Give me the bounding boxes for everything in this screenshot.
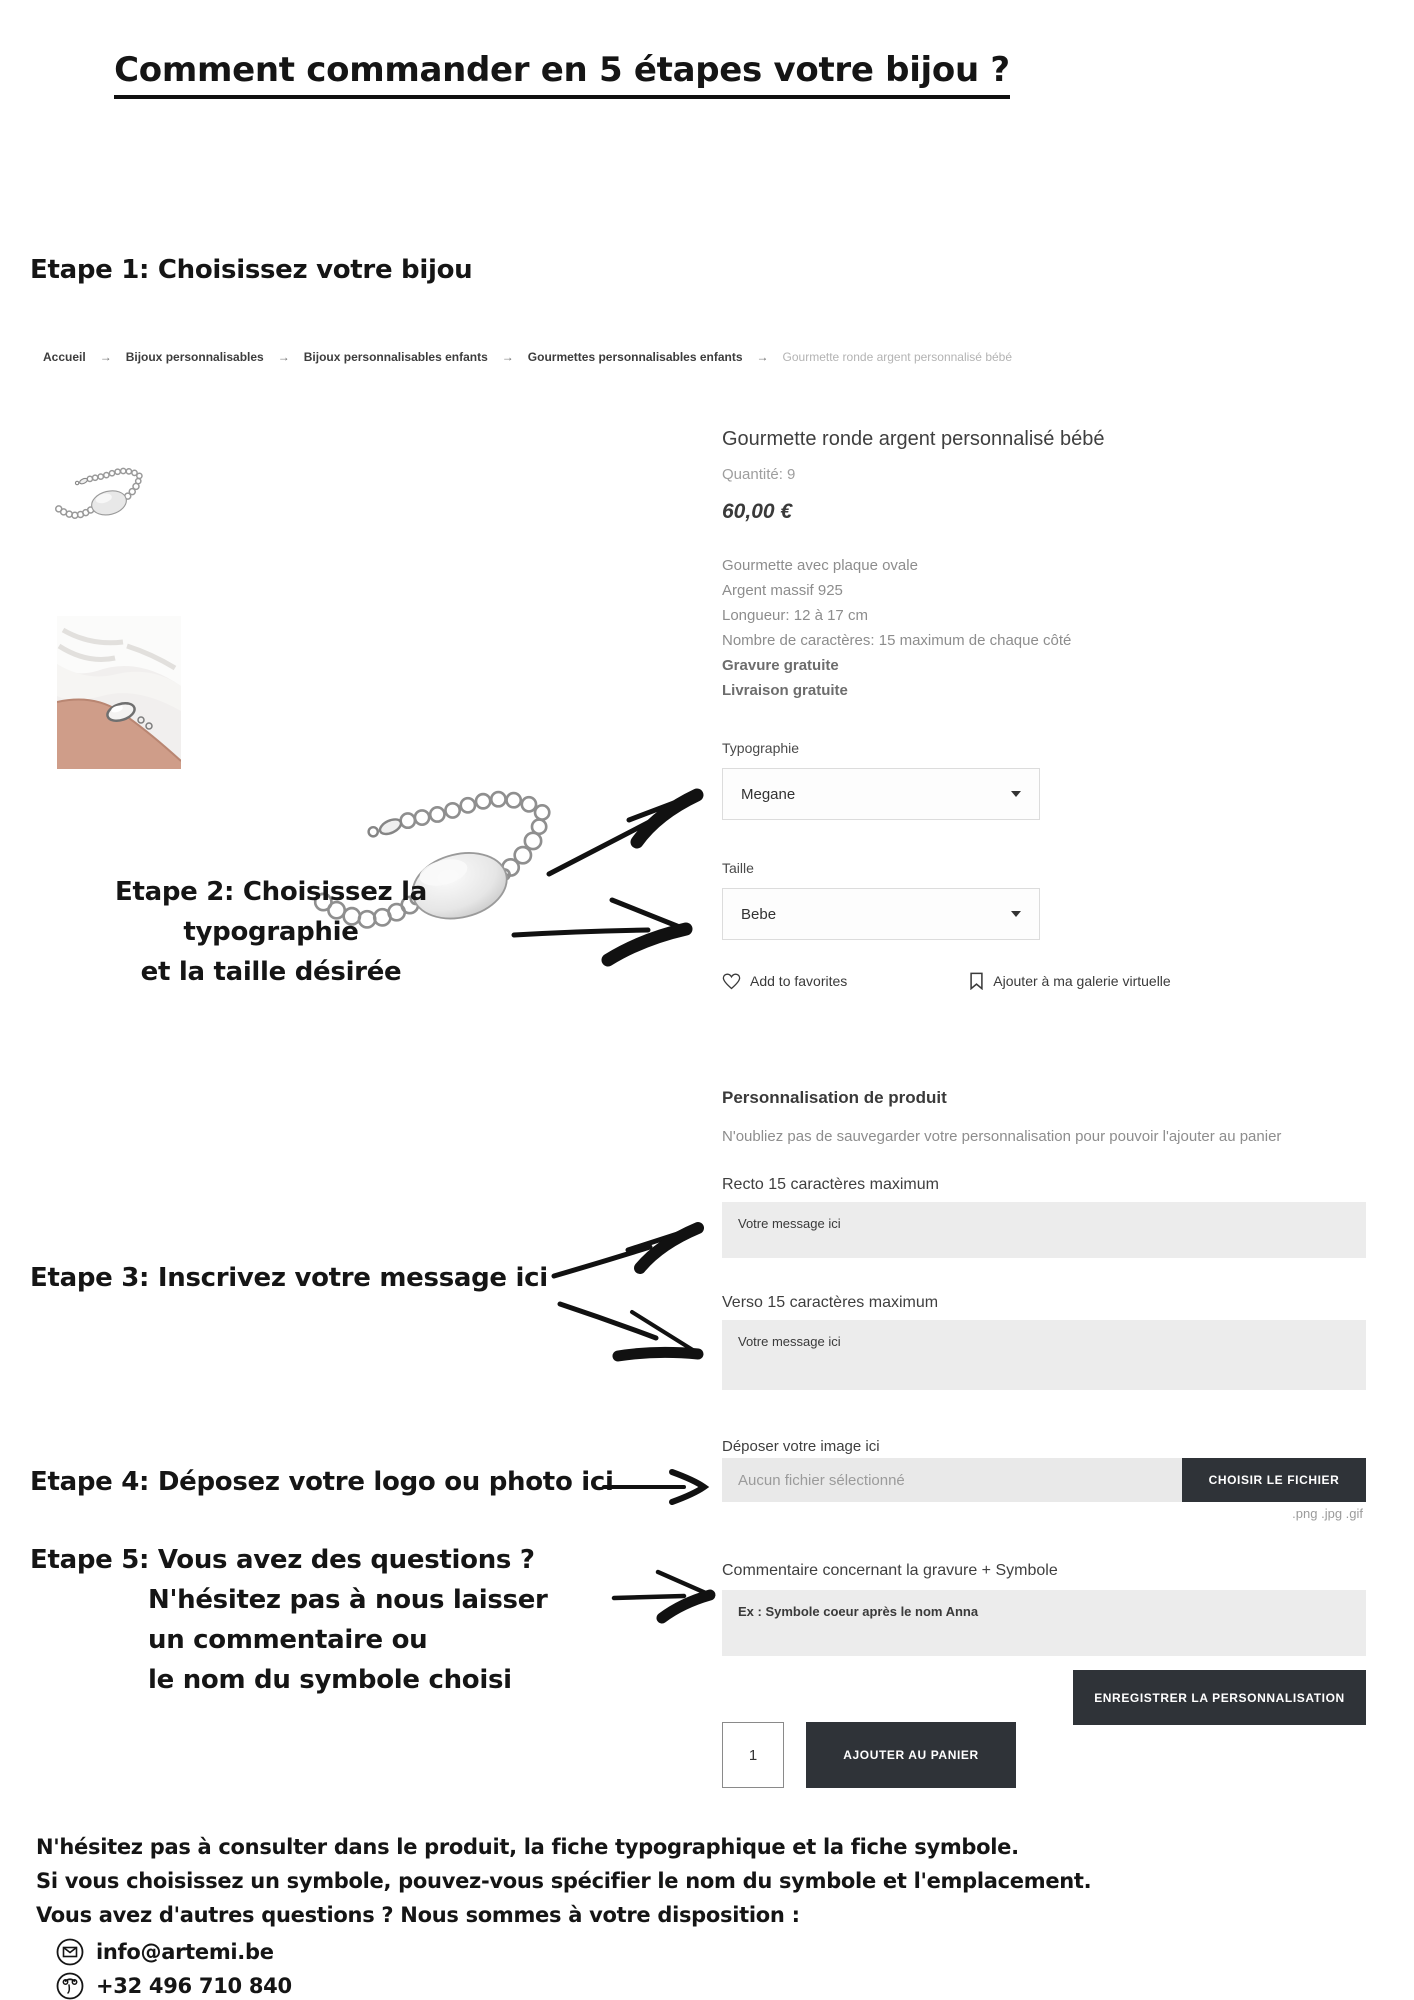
add-to-gallery-label: Ajouter à ma galerie virtuelle <box>993 973 1171 989</box>
comment-label: Commentaire concernant la gravure + Symbole <box>722 1562 1058 1579</box>
arrow-icon <box>556 1298 706 1366</box>
arrow-icon <box>612 1565 718 1627</box>
size-label: Taille <box>722 860 754 876</box>
add-to-cart-button[interactable]: AJOUTER AU PANIER <box>806 1722 1016 1788</box>
footer-note <box>36 1830 1091 1932</box>
choose-file-button[interactable]: CHOISIR LE FICHIER <box>1182 1458 1366 1502</box>
product-title: Gourmette ronde argent personnalisé bébé <box>722 428 1105 450</box>
chevron-down-icon <box>1011 911 1021 917</box>
step4-heading: Etape 4: Déposez votre logo ou photo ici <box>30 1467 614 1497</box>
recto-label: Recto 15 caractères maximum <box>722 1176 939 1193</box>
breadcrumb-home[interactable]: Accueil <box>43 350 86 364</box>
contact-phone-row <box>56 1972 292 2000</box>
file-drop-area[interactable] <box>722 1458 1182 1502</box>
verso-label: Verso 15 caractères maximum <box>722 1294 939 1311</box>
step5-line4: le nom du symbole choisi <box>148 1665 512 1695</box>
step5-line1: Etape 5: Vous avez des questions ? <box>30 1545 535 1575</box>
free-engraving-label: Gravure gratuite <box>722 657 839 674</box>
step1-heading: Etape 1: Choisissez votre bijou <box>30 255 473 285</box>
description-line: Argent massif 925 <box>722 582 843 599</box>
breadcrumb-separator: → <box>99 350 112 364</box>
step2-line2: et la taille désirée <box>140 957 402 987</box>
product-quantity: Quantité: 9 <box>722 466 796 483</box>
save-personalization-button[interactable]: ENREGISTRER LA PERSONNALISATION <box>1073 1670 1366 1725</box>
footer-line3: Vous avez d'autres questions ? Nous sommes à votre disposition : <box>36 1903 800 1927</box>
comment-input[interactable] <box>722 1590 1366 1656</box>
footer-line2: Si vous choisissez un symbole, pouvez-vous spécifier le nom du symbole et l'emplacement. <box>36 1869 1092 1893</box>
product-thumbnail-baby-photo[interactable] <box>57 616 181 774</box>
add-to-favorites-button[interactable] <box>722 973 847 990</box>
size-select[interactable] <box>722 888 1040 940</box>
description-line: Nombre de caractères: 15 maximum de chaque côté <box>722 632 1072 649</box>
phone-icon <box>56 1972 84 2000</box>
bookmark-icon <box>969 972 984 990</box>
arrow-icon <box>545 782 705 880</box>
personalization-note: N'oubliez pas de sauvegarder votre personnalisation pour pouvoir l'ajouter au panier <box>722 1128 1282 1145</box>
add-to-gallery-button[interactable] <box>969 972 1170 990</box>
verso-input[interactable] <box>722 1320 1366 1390</box>
product-price: 60,00 € <box>722 500 793 523</box>
personalization-title: Personnalisation de produit <box>722 1088 947 1107</box>
breadcrumb-bijoux-personnalisables[interactable]: Bijoux personnalisables <box>125 350 264 364</box>
step5-line3: un commentaire ou <box>148 1625 428 1655</box>
step5-line2: N'hésitez pas à nous laisser <box>148 1585 548 1615</box>
contact-email[interactable]: info@artemi.be <box>96 1940 274 1964</box>
chevron-down-icon <box>1011 791 1021 797</box>
recto-input[interactable] <box>722 1202 1366 1258</box>
breadcrumb-gourmettes-enfants[interactable]: Gourmettes personnalisables enfants <box>527 350 743 364</box>
image-upload-label: Déposer votre image ici <box>722 1438 880 1455</box>
arrow-icon <box>602 1468 708 1506</box>
mail-icon <box>56 1938 84 1966</box>
description-line: Longueur: 12 à 17 cm <box>722 607 868 624</box>
arrow-icon <box>550 1220 708 1280</box>
footer-line1: N'hésitez pas à consulter dans le produit, la fiche typographique et la fiche symbole. <box>36 1835 1019 1859</box>
typography-label: Typographie <box>722 740 800 756</box>
breadcrumb-separator: → <box>501 350 514 364</box>
step5-heading <box>30 1540 548 1700</box>
contact-email-row <box>56 1938 274 1966</box>
breadcrumb-current: Gourmette ronde argent personnalisé bébé <box>782 350 1013 364</box>
size-selected-value: Bebe <box>741 905 777 923</box>
quantity-input[interactable] <box>722 1722 784 1788</box>
file-placeholder: Aucun fichier sélectionné <box>738 1471 905 1489</box>
contact-phone[interactable]: +32 496 710 840 <box>96 1974 292 1998</box>
arrow-icon <box>512 893 702 968</box>
step3-heading: Etape 3: Inscrivez votre message ici <box>30 1263 548 1293</box>
typography-selected-value: Megane <box>741 785 796 803</box>
breadcrumb-bijoux-enfants[interactable]: Bijoux personnalisables enfants <box>303 350 488 364</box>
product-description <box>722 553 1071 703</box>
bracelet-thumb-image <box>52 462 157 534</box>
typography-select[interactable] <box>722 768 1040 820</box>
baby-wrist-image <box>57 616 181 769</box>
breadcrumb <box>43 350 1012 364</box>
step2-heading <box>30 872 512 992</box>
step2-line1: Etape 2: Choisissez la typographie <box>115 877 427 947</box>
heart-icon <box>722 973 741 990</box>
breadcrumb-separator: → <box>756 350 769 364</box>
description-line: Gourmette avec plaque ovale <box>722 557 918 574</box>
add-to-favorites-label: Add to favorites <box>750 973 848 989</box>
file-types-hint: .png .jpg .gif <box>1292 1506 1363 1521</box>
page-title: Comment commander en 5 étapes votre bijou ? <box>0 50 1124 90</box>
favorites-row <box>722 972 1171 990</box>
product-thumbnail-bracelet[interactable] <box>52 462 157 539</box>
free-shipping-label: Livraison gratuite <box>722 682 848 699</box>
breadcrumb-separator: → <box>277 350 290 364</box>
